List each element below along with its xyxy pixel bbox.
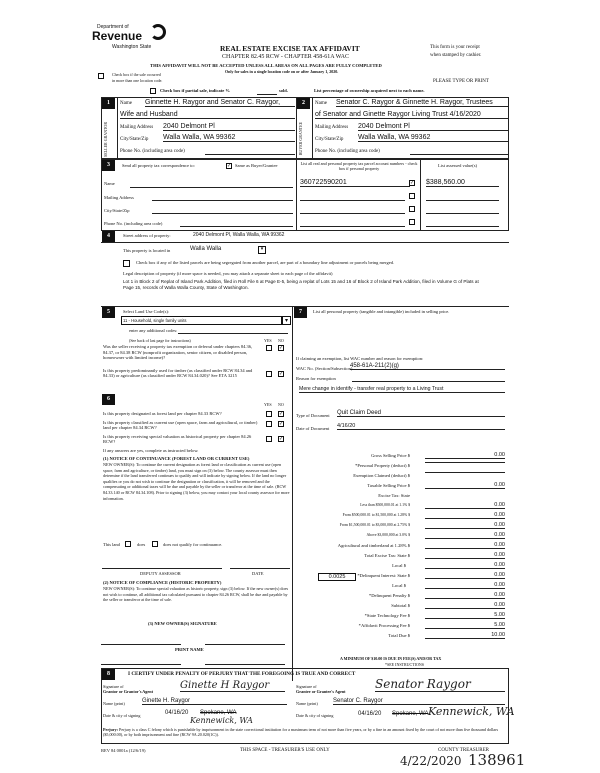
q-timber: Is this property predominantly used for timber (as classified under RCW 84.34 and 84.33) or agriculture (as classified under RCW 84.34.020)? See ETA 3215 (103, 368, 253, 378)
grantor-sig-label: Signature of (103, 684, 124, 689)
section-6-number: 6 (102, 394, 115, 405)
tax-row-value[interactable] (425, 462, 505, 463)
grantee-name-field[interactable]: Senator C. Raygor (333, 698, 505, 705)
only-for: Only for sales in a single location code on or after January 1, 2020. (225, 69, 339, 74)
notice1-text: NEW OWNER(S): To continue the current designation as forest land or classification as current use (open space, farm and agriculture, or timber) land, you must sign on (3) below. The county assessor must then determine if the land transferred continues to qualify and will indicate by signing below. If the land no longer qualifies or you do not wish to continue the designation or classification, it will be removed and the compensating or additional taxes will be due and payable by the seller or transferor at the time of sale. (RCW 84.33.140 or RCW 84.34.108). Prior to signing (3) below, you may contact your local county assessor for more information. (103, 462, 290, 501)
tax-row-label: Exemption Claimed (deduct) $ (353, 473, 410, 478)
section-4-number: 4 (102, 231, 115, 242)
county-treasurer: COUNTY TREASURER (438, 748, 489, 753)
dept-of: Department of (97, 24, 129, 30)
tax-row-value[interactable]: 10.00 (425, 632, 505, 639)
tax-row-label: *Delinquent Penalty $ (368, 593, 410, 598)
deputy-label: DEPUTY ASSESSOR (140, 571, 181, 576)
q-historic-no[interactable]: ✓ (279, 437, 284, 442)
stamp-number: 138961 (468, 751, 526, 769)
land-does-not-checkbox[interactable] (152, 541, 158, 547)
yes-header-6: YES (264, 402, 272, 407)
minimum-note: A MINIMUM OF $10.00 IS DUE IN FEE(S) AND/OR TAX (340, 656, 442, 661)
legal-label: Legal description of property (if more space is needed, you may attach a separate sheet to each page of the affidavit) (123, 271, 333, 276)
assessor-date-line[interactable] (230, 568, 290, 569)
seller-phone-label: Phone No. (including area code) (120, 149, 185, 154)
seller-city-field[interactable]: Walla Walla, WA 99362 (163, 134, 295, 142)
does-label: does (137, 542, 146, 547)
corr-city-label: City/State/Zip (104, 208, 130, 213)
buyer-mail-label: Mailing Address (315, 125, 349, 130)
list-pct-label: List percentage of ownership acquired next to each name. (314, 88, 425, 93)
grantee-sig-label-2: Grantee or Grantee's Agent (296, 689, 346, 694)
dept-state: Washington State (112, 44, 152, 50)
no-header-6: NO (278, 402, 284, 407)
tax-row-label: From $1,500,000.01 to $3,000,000 at 2.75% $ (339, 523, 410, 527)
tax-row-label: Agricultural and timberland at 1.28% $ (337, 543, 410, 548)
perjury-body: Perjury is a class C felony which is punishable by imprisonment in the state correctional institution for a maximum term of not more than five years, or by a fine in an amount fixed by the court of not more than five thousand dollars ($5,000.00), or by both imprisonment and fine (RCW 9A.20.020(1C)). (103, 727, 499, 738)
new-owner-sig-title: (3) NEW OWNER(S) SIGNATURE (148, 621, 217, 626)
buyer-city-field[interactable]: Walla Walla, WA 99362 (358, 134, 508, 142)
partial-sale-label: Check box if partial sale, indicate % (160, 88, 230, 93)
tax-row-label: Total Excise Tax: State $ (364, 553, 410, 558)
assessed-value-field[interactable]: $388,560.00 (426, 179, 499, 187)
seller-name-field[interactable]: Ginnette H. Raygor and Senator C. Raygor, (145, 99, 295, 107)
date-label: DATE (252, 571, 264, 576)
q-historic: Is this property receiving special valuation as historical property per chapter 84.26 RCW? (103, 434, 252, 444)
tax-row-value[interactable]: 5.00 (425, 622, 505, 629)
notice2-text: NEW OWNER(S): To continue special valuation as historic property, sign (3) below. If the new owner(s) does not wish to continue, all additional tax calculated pursuant to chapter 84.26 RCW, shall be due and payable by the seller or transferor at the time of sale. (103, 586, 289, 603)
perjury-label: Perjury: (103, 727, 119, 732)
personal-property-checkbox-1[interactable]: ✓ (410, 181, 415, 186)
local-rate-field[interactable]: 0.0025 (318, 573, 356, 581)
tax-row-label: Total Due $ (388, 633, 410, 638)
deputy-assessor-line[interactable] (102, 568, 222, 569)
doc-type-label: Type of Document (296, 413, 330, 418)
tax-row-value[interactable]: 0.00 (425, 582, 505, 589)
buyer-side-label: BUYER GRANTEE (298, 122, 303, 156)
revenue-logo-icon (150, 24, 166, 40)
wac-label: WAC No. (Section/Subsection) (296, 366, 353, 371)
q-historic-yes[interactable] (266, 436, 272, 442)
grantor-city-field[interactable]: Spokane, WA (200, 710, 237, 716)
print-name-label: PRINT NAME (175, 647, 204, 652)
personal-property-checkbox-4[interactable] (409, 219, 415, 225)
multi-location-label: Check box if the sale occurred (112, 72, 161, 77)
street-label: Street address of property: (123, 233, 171, 238)
buyer-phone-field[interactable] (410, 154, 508, 155)
seller-phone-field[interactable] (205, 154, 295, 155)
doc-date-label: Date of Document (296, 426, 330, 431)
land-use-select[interactable]: 11 - Household, single family units (121, 316, 282, 325)
doc-date-field[interactable]: 4/16/20 (337, 423, 505, 430)
form-chapter: CHAPTER 82.45 RCW - CHAPTER 458-61A WAC (222, 54, 349, 60)
grantor-sig-label-2: Grantor or Grantor's Agent (103, 689, 153, 694)
q-exemption-yes[interactable] (266, 345, 272, 351)
grantee-name-label: Name (print) (296, 701, 318, 706)
q-timber-no[interactable]: ✓ (279, 372, 284, 377)
legal-description[interactable]: Lot 1 in Block 2 of Replat of Island Park Addition, filed in Roll File 6 at Page E-5, being a replat of Lots 15 and 16 of Block 2 of Island Park Addition, filed in Volume G of Plats at Page 15, records of Walla Walla County, State of Washington. (123, 279, 479, 290)
tax-row-value[interactable]: 5.00 (425, 612, 505, 619)
section-1-number: 1 (102, 98, 115, 109)
grantor-name-field[interactable]: Ginette H. Raygor (142, 698, 287, 705)
does-not-label: does not qualify for continuance. (163, 542, 223, 547)
reason-label: Reason for exemption (296, 376, 336, 381)
no-header: NO (278, 338, 284, 343)
receipt-note: This form is your receipt (430, 45, 480, 50)
grantee-city-field[interactable]: Spokane, WA (392, 711, 429, 717)
corr-name-field[interactable] (130, 187, 293, 188)
corr-phone-field[interactable] (180, 226, 293, 227)
buyer-name-label: Name (315, 101, 327, 106)
tax-row-label: Above $3,000,000 at 3.0% $ (366, 533, 410, 537)
seller-mail-label: Mailing Address (120, 125, 154, 130)
buyer-name-field[interactable]: Senator C. Raygor & Ginnette H. Raygor, Trustees (336, 99, 508, 107)
doc-type-field[interactable]: Quit Claim Deed (337, 410, 505, 417)
tax-row-value[interactable]: 0.00 (425, 572, 505, 579)
grantee-sig-label: Signature of (296, 684, 317, 689)
q-forest-yes[interactable] (266, 411, 272, 417)
reason-field[interactable]: Mere change in identify - transfer real property to a Living Trust (299, 386, 505, 393)
section-8-number: 8 (102, 669, 115, 680)
seller-mail-field[interactable]: 2040 Delmont Pl (163, 123, 295, 131)
corr-mail-label: Mailing Address (104, 195, 134, 200)
tax-row-value[interactable]: 0.00 (425, 482, 505, 489)
yes-header: YES (264, 338, 272, 343)
section-3-number: 3 (102, 160, 115, 171)
seller-city-label: City/State/Zip (120, 137, 149, 142)
perjury-text (103, 727, 507, 737)
multi-location-checkbox[interactable] (98, 73, 104, 79)
corr-mail-field[interactable] (152, 200, 293, 201)
personal-property-checkbox-2[interactable] (409, 193, 415, 199)
personal-property-label: List all personal property (tangible and intangible) included in selling price. (313, 309, 450, 314)
tax-row-value[interactable]: 0.00 (425, 532, 505, 539)
same-as-buyer-label: Same as Buyer/Grantee (235, 163, 278, 168)
q-forest: Is this property designated as forest land per chapter 84.33 RCW? (103, 411, 222, 416)
located-dropdown-icon[interactable]: ▾ (258, 246, 266, 254)
see-instructions: *SEE INSTRUCTIONS (385, 662, 425, 667)
wac-field[interactable]: 458-61A-211(2)(g) (350, 363, 505, 370)
grantor-name-label: Name (print) (103, 701, 125, 706)
if-yes: If any answers are yes, complete as instructed below. (103, 448, 199, 453)
grantee-city-handwritten: Kennewick, WA (428, 705, 515, 718)
land-does-checkbox[interactable] (125, 541, 131, 547)
rev-number: REV 84 0001a (12/6/19) (101, 748, 146, 753)
tax-row-label: *Delinquent Interest: State $ (357, 573, 410, 578)
this-land: This land (103, 542, 120, 547)
tax-row-label: From $500,000.01 to $1,500,000 at 1.28% $ (342, 513, 410, 517)
grantor-city-handwritten: Kennewick, WA (190, 716, 253, 725)
notice2-title: (2) NOTICE OF COMPLIANCE (HISTORIC PROPERTY) (103, 580, 222, 585)
grantee-signature[interactable]: Senator Raygor (375, 677, 505, 692)
seller-name-field-2[interactable]: Wife and Husband (120, 111, 295, 119)
additional-codes-field[interactable] (178, 333, 288, 334)
exempt-label: If claiming an exemption, list WAC number and reason for exemption: (296, 356, 424, 361)
print-name-1[interactable] (101, 664, 181, 665)
tax-row-value[interactable]: 0.00 (425, 542, 505, 549)
notice1-title: (1) NOTICE OF CONTINUANCE (FOREST LAND OR CURRENT USE) (103, 456, 250, 461)
corr-phone-label: Phone No. (including area code) (104, 221, 163, 226)
see-back: (See back of last page for instructions) (129, 338, 191, 343)
section-2-number: 2 (297, 98, 310, 109)
print-name-2[interactable] (205, 664, 285, 665)
tax-row-label: *State Technology Fee $ (364, 613, 410, 618)
tax-row-value[interactable]: 0.00 (425, 522, 505, 529)
land-use-label: Select Land Use Code(s): (123, 309, 170, 314)
multi-location-label-2: in more than one location code. (112, 78, 163, 83)
parcel-header: List all real and personal property tax parcel account numbers - check box if personal property (300, 161, 418, 171)
q-exemption-no[interactable]: ✓ (279, 346, 284, 351)
street-field[interactable]: 2040 Delmont Pl, Walla Walla, WA 99362 (193, 232, 285, 238)
q-forest-no[interactable]: ✓ (279, 412, 284, 417)
value-header: List assessed value(s) (438, 163, 477, 168)
q-timber-yes[interactable] (266, 371, 272, 377)
corr-name-label: Name (104, 181, 115, 186)
segregated-checkbox[interactable] (123, 260, 130, 267)
grantor-signature[interactable]: Ginette H Raygor (180, 680, 285, 692)
tax-row-label: Local $ (392, 563, 406, 568)
buyer-phone-label: Phone No. (including area code) (315, 149, 380, 154)
tax-row-label: Gross Selling Price $ (371, 453, 410, 458)
q-current-use-no[interactable]: ✓ (279, 422, 284, 427)
tax-row-label: Local $ (392, 583, 406, 588)
section-7-number: 7 (294, 307, 307, 318)
q-current-use: Is this property classified as current use (open space, farm and agricultural, or timber) land per chapter 84.34 RCW? (103, 420, 258, 430)
tax-row-label: *Affidavit Processing Fee $ (358, 623, 410, 628)
seller-name-label: Name (120, 101, 132, 106)
tax-row-value[interactable]: 0.00 (425, 452, 505, 459)
tax-row-value[interactable]: 0.00 (425, 592, 505, 599)
tax-row-label: Excise Tax: State (378, 493, 410, 498)
located-label: This property is located in (123, 248, 171, 253)
seller-side-label: SELLER GRANTOR (103, 122, 108, 157)
additional-codes-label: enter any additional codes: (129, 328, 178, 333)
please-type: PLEASE TYPE OR PRINT (433, 79, 489, 84)
located-select[interactable]: Walla Walla (190, 246, 222, 252)
tax-row-label: Subtotal $ (391, 603, 410, 608)
q-exemption: Was the seller receiving a property tax exemption or deferral under chapters 84.36, 84.37, or 84.38 RCW (nonprofit organization, senior citizen, or disabled person, homeowner with limited income)? (103, 344, 253, 360)
tax-row-value[interactable] (425, 472, 505, 473)
corr-city-field[interactable] (152, 213, 293, 214)
sold-label: sold. (279, 88, 288, 93)
buyer-mail-field[interactable]: 2040 Delmont Pl (358, 123, 508, 131)
buyer-city-label: City/State/Zip (315, 137, 344, 142)
parcel-field[interactable]: 360722590201 (300, 179, 410, 187)
certify-statement: I CERTIFY UNDER PENALTY OF PERJURY THAT THE FOREGOING IS TRUE AND CORRECT (128, 671, 356, 677)
personal-property-checkbox-3[interactable] (409, 206, 415, 212)
partial-sale-checkbox[interactable] (150, 88, 156, 94)
segregated-label: Check box if any of the listed parcels are being segregated from another parcel, are part of a boundary line adjustment or parcels being merged. (136, 260, 395, 265)
grantor-date-label: Date & city of signing (103, 713, 141, 718)
tax-row-value[interactable]: 0.00 (425, 562, 505, 569)
dept-revenue: Revenue (92, 29, 143, 43)
treasurer-use: THIS SPACE - TREASURER'S USE ONLY (240, 748, 330, 753)
q-current-use-yes[interactable] (266, 421, 272, 427)
tax-row-label: Less than $500,000.01 at 1.1% $ (360, 503, 410, 507)
tax-row-value[interactable]: 0.00 (425, 512, 505, 519)
tax-row-label: *Personal Property (deduct) $ (355, 463, 410, 468)
tax-row-label: Taxable Selling Price $ (367, 483, 410, 488)
new-owner-sig-2[interactable] (205, 644, 285, 645)
buyer-name-field-2[interactable]: of Senator and Ginette Raygor Living Trust 4/16/2020 (315, 111, 508, 119)
tax-row-value[interactable]: 0.00 (425, 502, 505, 509)
receipt-note-2: when stamped by cashier. (430, 53, 482, 58)
grantee-date-field[interactable]: 04/16/20 (358, 711, 382, 717)
stamp-date: 4/22/2020 (400, 754, 462, 768)
tax-row-value[interactable]: 0.00 (425, 602, 505, 609)
form-title: REAL ESTATE EXCISE TAX AFFIDAVIT (220, 44, 360, 53)
grantor-date-field[interactable]: 04/16/20 (165, 710, 189, 716)
land-use-dropdown-icon[interactable]: ▾ (282, 316, 291, 325)
send-label: Send all property tax correspondence to: (122, 163, 195, 168)
tax-row-value[interactable]: 0.00 (425, 552, 505, 559)
new-owner-sig-1[interactable] (101, 644, 181, 645)
section-5-number: 5 (102, 307, 115, 318)
grantee-date-label: Date & city of signing (296, 713, 334, 718)
same-as-buyer-checkbox[interactable]: ✓ (227, 164, 232, 169)
warning: THIS AFFIDAVIT WILL NOT BE ACCEPTED UNLESS ALL AREAS ON ALL PAGES ARE FULLY COMPLETED (150, 63, 382, 68)
